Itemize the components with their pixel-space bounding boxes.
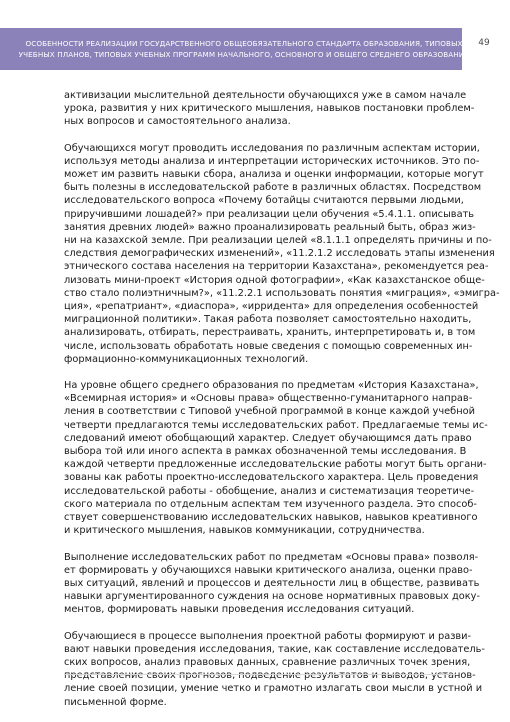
text-line: Обучающиеся в процессе выполнения проектной работы формируют и разви- xyxy=(64,630,472,642)
text-line: ления в соответствии с Типовой учебной программой в конце каждой учебной xyxy=(64,406,475,418)
text-line: миграционной политики». Такая работа позволяет самостоятельно находить, xyxy=(64,314,472,326)
text-line: ни на казахской земле. При реализации целей «8.1.1.1 определять причины и по- xyxy=(64,235,492,247)
running-header-band xyxy=(0,28,470,70)
text-line: используя методы анализа и интерпретации исторических источников. Это по- xyxy=(64,155,480,167)
text-line: вают навыки проведения исследования, такие, как составление исследователь- xyxy=(64,643,485,655)
text-line: ных вопросов и самостоятельного анализа. xyxy=(64,116,291,128)
paragraph-3 xyxy=(64,379,488,537)
running-header-title xyxy=(0,38,469,60)
text-line: следований имеют обобщающий характер. Следует обучающимся дать право xyxy=(64,432,472,444)
text-line: активизации мыслительной деятельности обучающихся уже в самом начале xyxy=(64,90,467,101)
text-line: Выполнение исследовательских работ по предметам «Основы права» позволя- xyxy=(64,551,479,563)
text-line: «Всемирная история» и «Основы права» общественно-гуманитарного направ- xyxy=(64,393,473,405)
text-line: может им развить навыки сбора, анализа и оценки информации, которые могут xyxy=(64,169,484,181)
text-line: Обучающихся могут проводить исследования по различным аспектам истории, xyxy=(64,142,480,154)
running-header-line-2: УЧЕБНЫХ ПЛАНОВ, ТИПОВЫХ УЧЕБНЫХ ПРОГРАММ НАЧАЛЬНОГО, ОСНОВНОГО И ОБЩЕГО СРЕДНЕГО ОБРАЗОВАНИЯ xyxy=(18,50,470,59)
text-line: ция», «репатриант», «диаспора», «ирридента» для определения особенностей xyxy=(64,301,479,313)
text-line: ского материала по отдельным аспектам тем изученного раздела. Это способ- xyxy=(64,498,477,510)
text-line: представление своих прогнозов, подведение результатов и выводов, установ- xyxy=(64,670,476,682)
text-line: письменной форме. xyxy=(64,696,167,708)
text-line: следствия демографических изменений», «11.2.1.2 исследовать этапы изменения xyxy=(64,248,495,260)
text-line: ство стало полиэтничным?», «11.2.2.1 использовать понятия «миграция», «эмигра- xyxy=(64,287,500,299)
text-line: приручившими лошадей?» при реализации цели обучения «5.4.1.1. описывать xyxy=(64,208,475,220)
text-line: навыки аргументированного суждения на основе нормативных правовых доку- xyxy=(64,591,480,603)
running-header-line-1: ОСОБЕННОСТИ РЕАЛИЗАЦИИ ГОСУДАРСТВЕННОГО ОБЩЕОБЯЗАТЕЛЬНОГО СТАНДАРТА ОБРАЗОВАНИЯ, ТИПОВЫХ xyxy=(25,39,463,48)
text-line: быть полезны в исследовательской работе в различных областях. Посредством xyxy=(64,182,482,194)
paragraph-1 xyxy=(64,89,475,129)
body-text xyxy=(64,89,500,722)
text-line: выбора той или иного аспекта в рамках обозначенной темы исследования. В xyxy=(64,446,467,458)
footer-divider xyxy=(64,674,456,675)
text-line: зованы как работы проектно-исследовательского характера. Цель проведения xyxy=(64,472,479,484)
text-line: ет формировать у обучающихся навыки критического анализа, оценки право- xyxy=(64,564,473,576)
text-line: ментов, формировать навыки проведения исследования ситуаций. xyxy=(64,604,415,616)
text-line: занятия древних людей» важно проанализировать реальный быть, образ жиз- xyxy=(64,221,476,233)
text-line: числе, использовать обработать новые сведения с помощью современных ин- xyxy=(64,340,473,352)
text-line: вых ситуаций, явлений и процессов и деятельности лиц в обществе, развивать xyxy=(64,577,480,589)
text-line: анализировать, отбирать, перестраивать, хранить, интерпретировать и, в том xyxy=(64,327,476,339)
text-line: этнического состава населения на территории Казахстана», рекомендуется реа- xyxy=(64,261,489,273)
text-line: исследовательского вопроса «Почему ботайцы считаются первыми людьми, xyxy=(64,195,464,207)
text-line: ствует совершенствованию исследовательских навыков, навыков креативного xyxy=(64,512,478,524)
text-line: четверти предлагаются темы исследовательских работ. Предлагаемые темы ис- xyxy=(64,419,488,431)
text-line: ление своей позиции, умение четко и грамотно излагать свои мысли в устной и xyxy=(64,683,483,695)
text-line: исследовательской работы - обобщение, анализ и систематизация теоретиче- xyxy=(64,485,475,497)
paragraph-4 xyxy=(64,551,480,617)
paragraph-2 xyxy=(64,142,500,366)
text-line: ских вопросов, анализ правовых данных, сравнение различных точек зрения, xyxy=(64,656,471,668)
paragraph-5 xyxy=(64,630,485,709)
text-line: и критического мышления, навыков коммуникации, сотрудничества. xyxy=(64,525,425,537)
page-number: 49 xyxy=(478,38,490,48)
text-line: формационно-коммуникационных технологий. xyxy=(64,353,309,365)
text-line: урока, развития у них критического мышления, навыков постановки проблем- xyxy=(64,103,475,115)
text-line: каждой четверти предложенные исследовательские работы могут быть органи- xyxy=(64,459,487,471)
text-line: На уровне общего среднего образования по предметам «История Казахстана», xyxy=(64,380,479,392)
text-line: лизовать мини-проект «История одной фотографии», «Как казахстанское обще- xyxy=(64,274,485,286)
